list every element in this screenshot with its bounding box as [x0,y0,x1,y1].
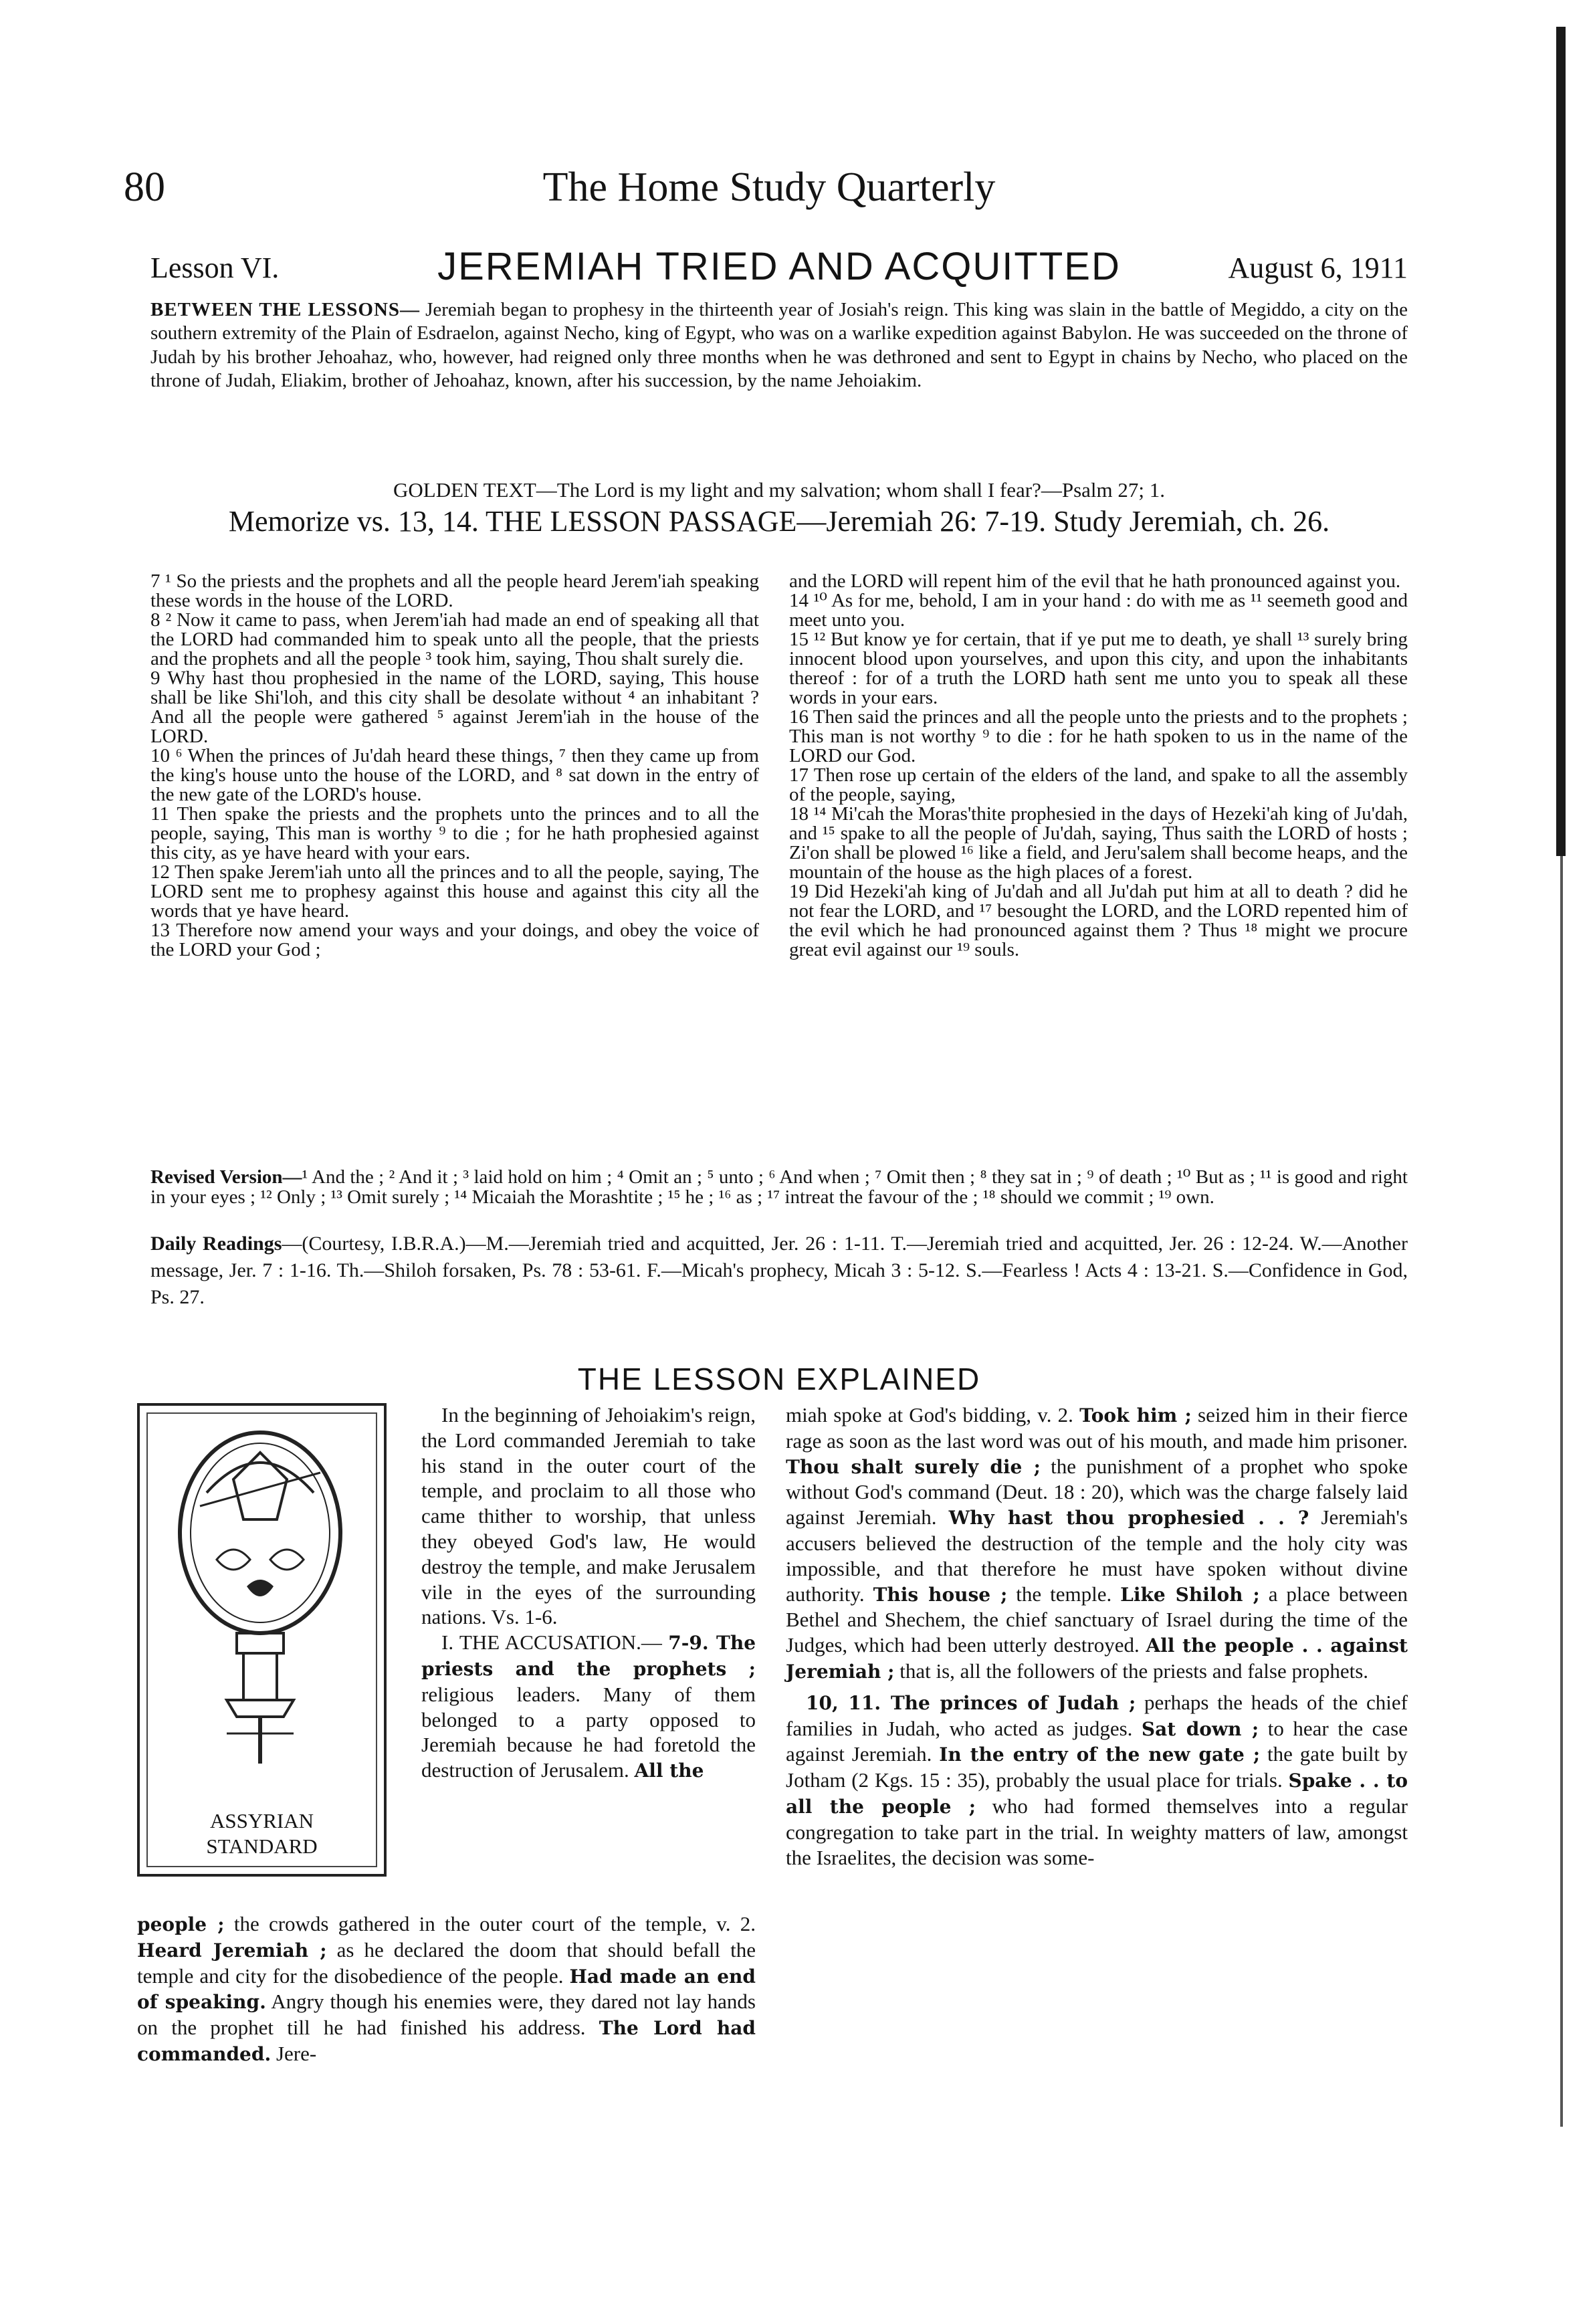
explained-bold: Took him ; [1079,1404,1192,1427]
explained-text: who had formed themselves into a regular congregation to take part in the trial. In weighty matters of law, amongst the Israelites, the decision was some- [786,1794,1408,1869]
explained-bold: people ; [137,1913,225,1935]
section-heading: I. THE ACCUSATION.— [441,1630,662,1655]
explained-bold: Heard Jeremiah ; [137,1939,327,1962]
verse: 19 Did Hezeki'ah king of Ju'dah and all Ju'dah put him at all to death ? did he not fear the LORD, and ¹⁷ besought the LORD, and the LORD repented him of the evil which he had pronounced against them ? Thus ¹⁸ might we procure great evil against our ¹⁹ souls. [789,881,1408,960]
between-the-lessons [150,298,1408,393]
revised-version-lead: Revised Version— [150,1166,302,1188]
explained-bold: Had made an end of speaking. [137,1965,756,2014]
explained-paragraph: In the beginning of Jehoiakim's reign, the Lord commanded Jeremiah to take his stand in the outer court of the temple, and proclaim to all those who came thither to worship, that unless they obeyed God's law, He would destroy the temple, and make Jerusalem vile in the eyes of the surrounding nations. Vs. 1-6. [421,1403,756,1629]
figure-caption-line: STANDARD [206,1834,318,1858]
explained-paragraph [786,1402,1408,1685]
lesson-header [150,244,1408,291]
figure-caption-line: ASSYRIAN [209,1809,314,1832]
explained-text: perhaps the heads of the chief families in Judah, who acted as judges. [786,1690,1408,1740]
verses-right-column [789,572,1408,960]
explained-text: that is, all the followers of the priests and false prophets. [894,1659,1369,1683]
between-text: Jeremiah began to prophesy in the thirteenth year of Josiah's reign. This king was slain in the battle of Megiddo, a city on the southern extremity of the Plain of Esdraelon, against Necho, king of Egypt, who was on a warlike expedition against Babylon. He was succeeded on the throne of Judah by his brother Jehoahaz, who, however, had reigned only three months when he was dethroned and sent to Egypt in chains by Necho, who placed on the throne of Judah, Eliakim, brother of Jehoahaz, known, after his succession, by the name Jehoiakim. [150,299,1408,392]
explained-bold: This house ; [873,1583,1008,1606]
explained-bold: Spake . . to all the people ; [786,1770,1408,1818]
explained-text: as he declared the doom that should befall the temple and city for the disobedience of the people. [137,1937,756,1988]
explained-bold: Why hast thou prophesied . . ? [948,1507,1309,1529]
explained-paragraph [137,1911,756,2067]
explained-text: Angry though his enemies were, they dared not lay hands on the prophet till he had finished his address. [137,1990,756,2040]
verse: 18 ¹⁴ Mi'cah the Moras'thite prophesied in the days of Hezeki'ah king of Ju'dah, and ¹⁵ spake to all the people of Ju'dah, saying, Thus saith the LORD of hosts ; Zi'on shall be plowed ¹⁶ like a field, and Jeru'salem shall become heaps, and the mountain of the house as the high places of a forest. [789,803,1408,883]
explained-text: Jere- [271,2041,317,2065]
explained-paragraph [786,1690,1408,1871]
explained-text: religious leaders. Many of them belonged to a party opposed to Jeremiah because he had foretold the destruction of Jerusalem. [421,1682,756,1782]
verse: 13 Therefore now amend your ways and your doings, and obey the voice of the LORD your God ; [150,920,759,960]
verse: 17 Then rose up certain of the elders of the land, and spake to all the assembly of the people, saying, [789,764,1408,805]
explained-text: to hear the case against Jeremiah. [786,1716,1408,1766]
explained-left-lower [137,1911,756,2067]
verse: and the LORD will repent him of the evil that he hath pronounced against you. [789,570,1401,592]
journal-title: The Home Study Quarterly [542,165,996,210]
explained-text: miah spoke at God's bidding, v. 2. [786,1403,1080,1427]
assyrian-standard-illustration [160,1419,360,1767]
between-lead: BETWEEN THE LESSONS— [150,299,421,320]
daily-readings-lead: Daily Readings [150,1233,282,1255]
explained-paragraph [421,1630,756,1784]
page-number: 80 [124,165,165,210]
lesson-passage-header: Memorize vs. 13, 14. THE LESSON PASSAGE—Jeremiah 26: 7-19. Study Jeremiah, ch. 26. [228,505,1330,538]
verse: 14 ¹⁰ As for me, behold, I am in your hand : do with me as ¹¹ seemeth good and meet unto you. [789,590,1408,631]
explained-bold: 7-9. The priests and the prophets ; [421,1632,756,1680]
daily-readings-text: —(Courtesy, I.B.R.A.)—M.—Jeremiah tried and acquitted, Jer. 26 : 1-11. T.—Jeremiah tried and acquitted, Jer. 26 : 12-24. W.—Another message, Jer. 7 : 1-16. Th.—Shiloh forsaken, Ps. 78 : 53-61. F.—Micah's prophecy, Micah 3 : 5-12. S.—Fearless ! Acts 4 : 13-21. S.—Confidence in God, Ps. 27. [150,1233,1408,1308]
explained-bold: Sat down ; [1141,1717,1259,1740]
explained-text: Jeremiah's accusers believed the destruction of the temple and the holy city was impossible, and that therefore he must have spoken without divine authority. [786,1505,1408,1606]
assyrian-standard-figure [137,1403,387,1877]
explained-bold: In the entry of the new gate ; [939,1744,1261,1766]
revised-version-text: ¹ And the ; ² And it ; ³ laid hold on him ; ⁴ Omit an ; ⁵ unto ; ⁶ And when ; ⁷ Omit then ; ⁸ they sat in ; ⁹ of death ; ¹⁰ But as ; ¹¹ is good and right in your eyes ; ¹² Only ; ¹³ Omit surely ; ¹⁴ Micaiah the Morashtite ; ¹⁵ he ; ¹⁶ as ; ¹⁷ intreat the favour of the ; ¹⁸ should we commit ; ¹⁹ own. [150,1166,1408,1208]
explained-left-upper [421,1402,756,1784]
revised-version [150,1167,1408,1207]
explained-text: the punishment of a prophet who spoke without God's command (Deut. 18 : 20), which was the charge falsely laid against Jeremiah. [786,1454,1408,1529]
explained-text: a place between Bethel and Shechem, the chief sanctuary of Israel during the time of the Judges, which had been utterly destroyed. [786,1582,1408,1657]
explained-bold: All the [634,1760,704,1782]
explained-text: the temple. [1007,1582,1121,1606]
golden-text: GOLDEN TEXT—The Lord is my light and my salvation; whom shall I fear?—Psalm 27; 1. [393,478,1165,502]
verse: 12 Then spake Jerem'iah unto all the princes and to all the people, saying, The LORD sent me to prophesy against this house and against this city all the words that ye have heard. [150,861,759,922]
running-header [124,164,1414,224]
verse: 15 ¹² But know ye for certain, that if ye put me to death, ye shall ¹³ surely bring innocent blood upon yourselves, and upon this city, and upon the inhabitants thereof : for of a truth the LORD hath sent me unto you to speak all these words in your ears. [789,629,1408,708]
explained-bold: Thou shalt surely die ; [786,1455,1041,1478]
lesson-number: Lesson VI. [150,251,280,284]
verse: 10 ⁶ When the princes of Ju'dah heard these things, ⁷ then they came up from the king's house unto the house of the LORD, and ⁸ sat down in the entry of the new gate of the LORD's house. [150,745,759,805]
explained-bold: 10, 11. The princes of Judah ; [806,1691,1136,1714]
explained-text: seized him in their fierce rage as soon as the last word was out of his mouth, and made him prisoner. [786,1403,1408,1453]
explained-text: the gate built by Jotham (2 Kgs. 15 : 35), probably the usual place for trials. [786,1742,1408,1792]
verses-left-column [150,572,759,960]
verse: 8 ² Now it came to pass, when Jerem'iah had made an end of speaking all that the LORD had commanded him to speak unto all the people, that the priests and the prophets and all the people ³ took him, saying, Thou shalt surely die. [150,609,759,669]
verse: 7 ¹ So the priests and the prophets and all the people heard Jerem'iah speaking these words in the house of the LORD. [150,570,759,611]
scan-edge-bar [1556,27,1566,856]
daily-readings [150,1231,1408,1311]
explained-right-column [786,1402,1408,1870]
lesson-title: JEREMIAH TRIED AND ACQUITTED [437,245,1121,288]
lesson-explained-header: THE LESSON EXPLAINED [577,1362,981,1396]
explained-bold: All the people . . against Jeremiah ; [786,1634,1408,1683]
verse: 11 Then spake the priests and the prophets unto the princes and to all the people, saying, This man is worthy ⁹ to die ; for he hath prophesied against this city, as ye have heard with your ears. [150,803,759,863]
explained-text: the crowds gathered in the outer court of the temple, v. 2. [224,1912,756,1935]
verse: 16 Then said the princes and all the people unto the priests and to the prophets ; This man is not worthy ⁹ to die : for he hath spoken to us in the name of the LORD our God. [789,706,1408,766]
verse: 9 Why hast thou prophesied in the name of the LORD, saying, This house shall be like Shi'loh, and this city shall be desolate without ⁴ an inhabitant ? And all the people were gathered ⁵ against Jerem'iah in the house of the LORD. [150,667,759,747]
figure-caption [140,1808,384,1859]
scan-edge-bar-lower [1560,856,1563,2127]
explained-bold: The Lord had commanded. [137,2017,756,2065]
lesson-date: August 6, 1911 [1228,251,1408,284]
explained-bold: Like Shiloh ; [1120,1583,1260,1606]
